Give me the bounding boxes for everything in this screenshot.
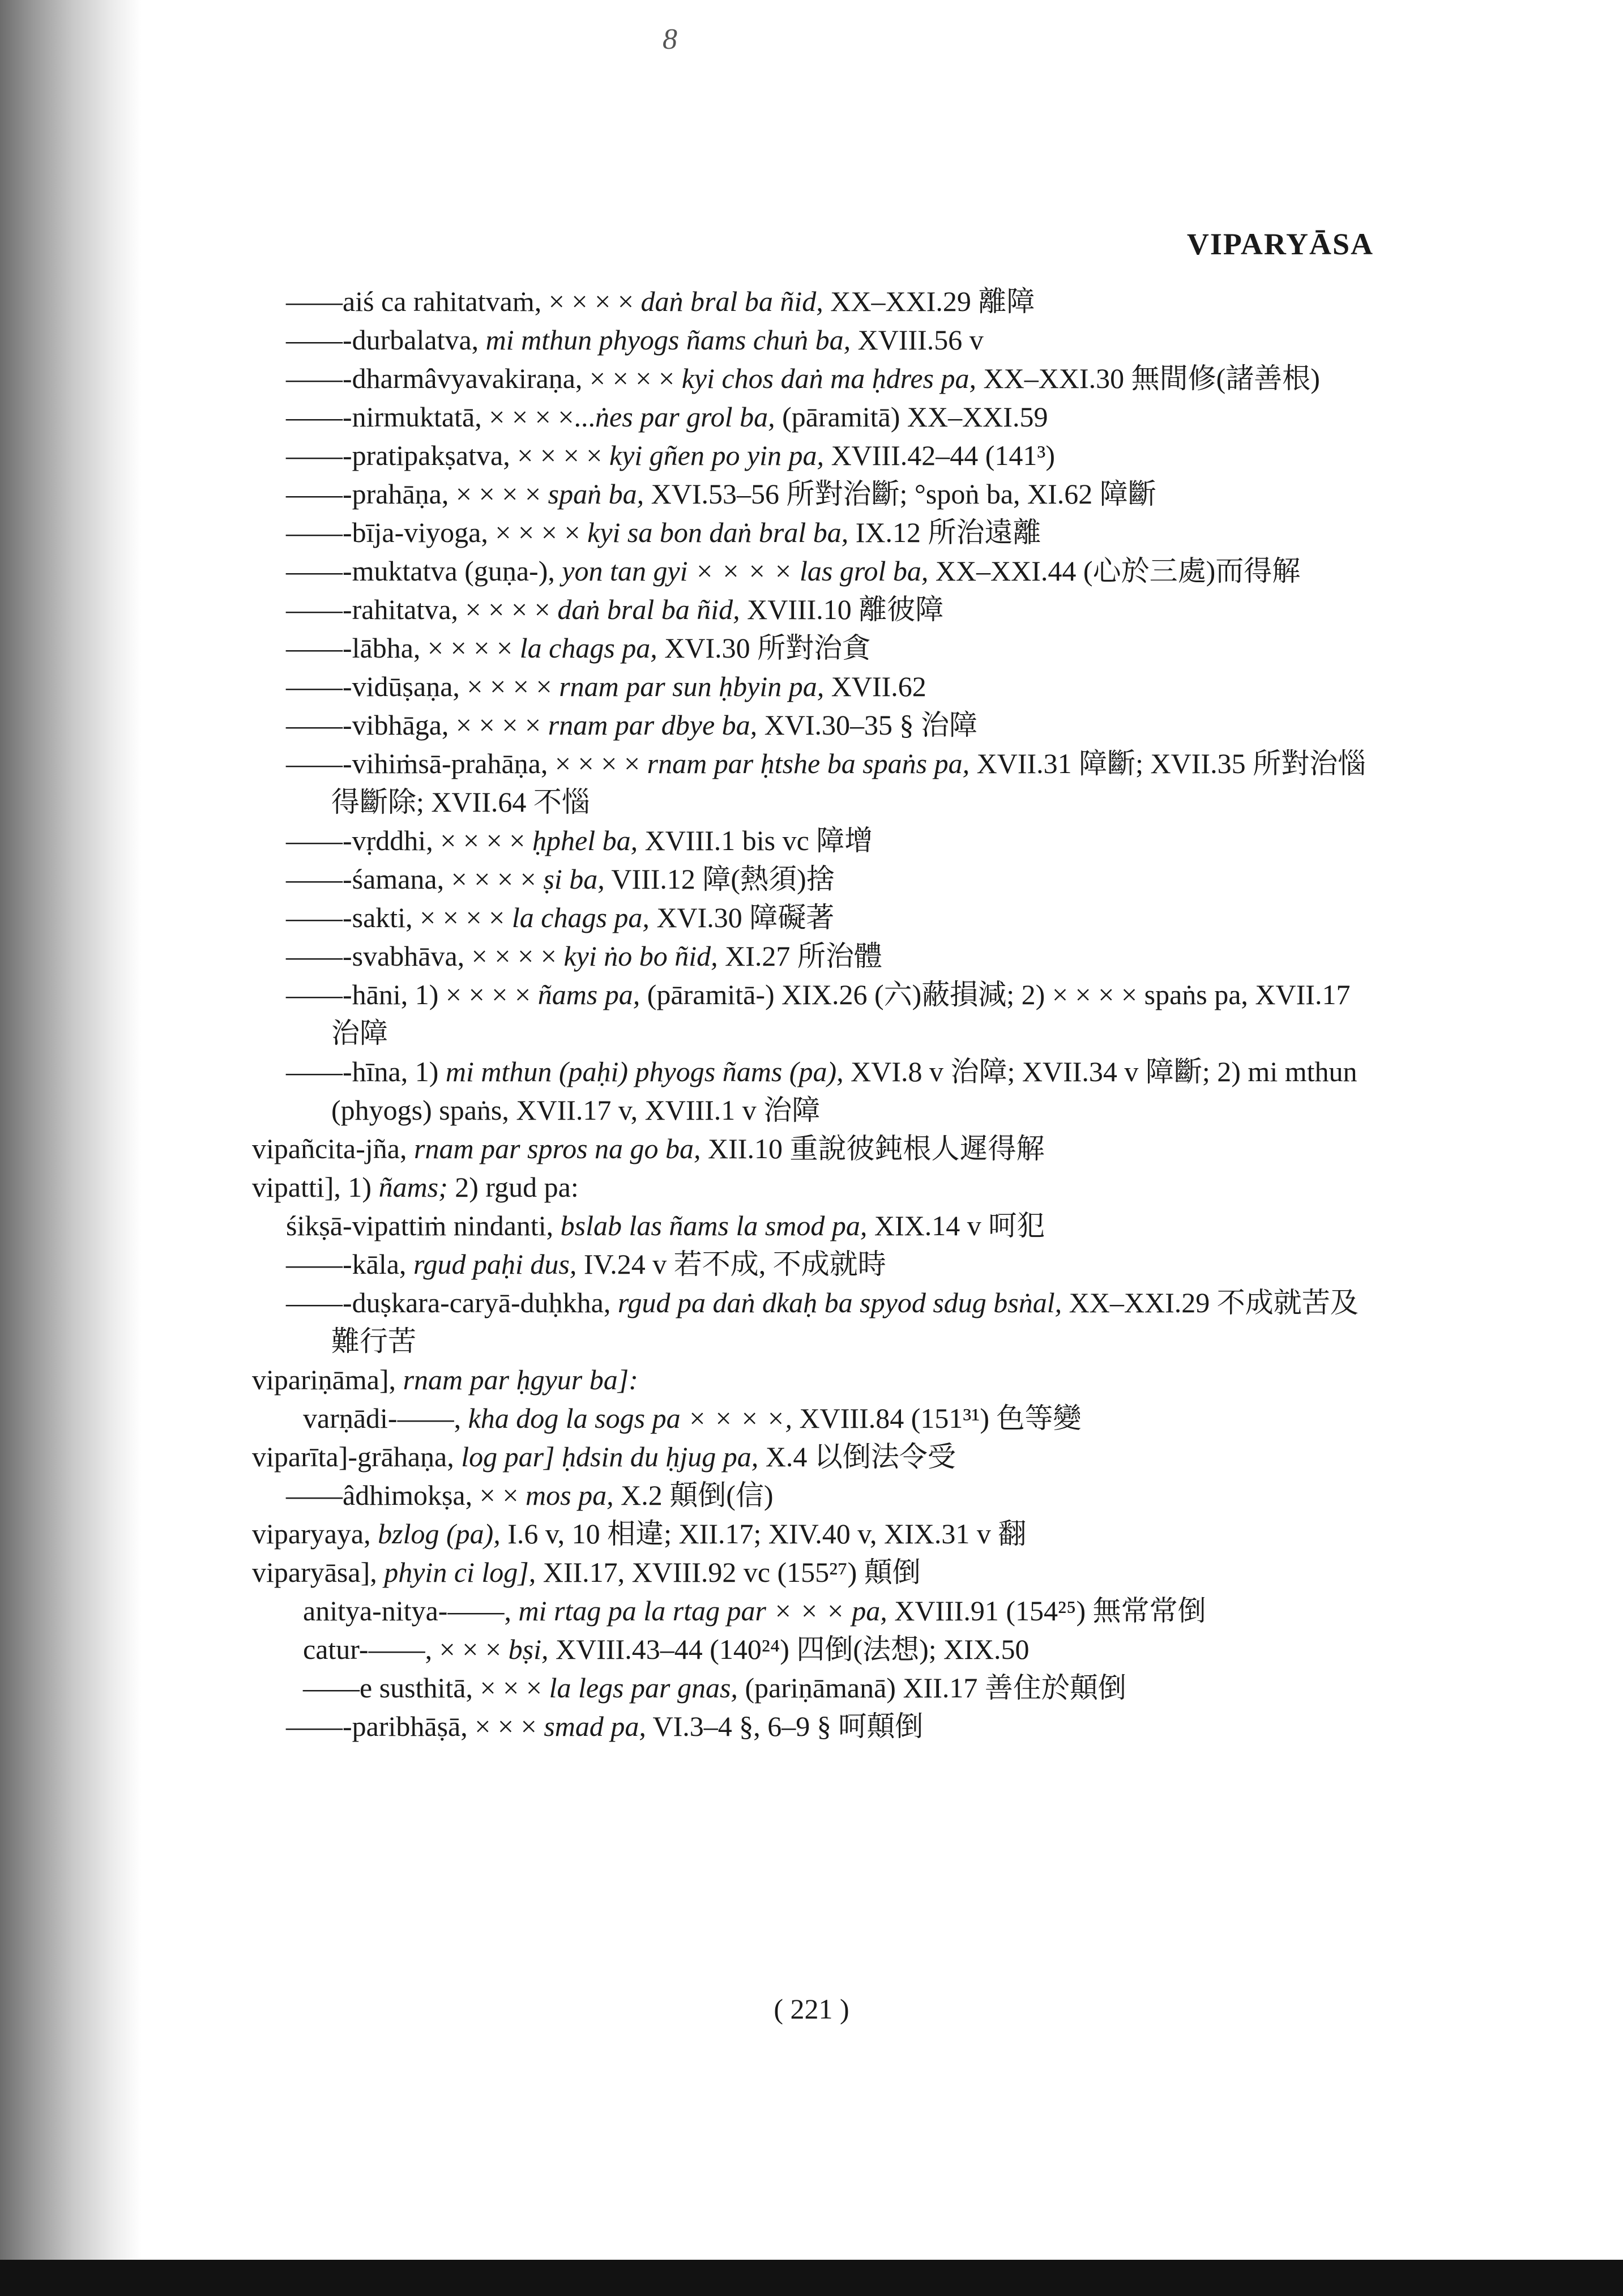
scan-bottom-border <box>0 2260 1623 2296</box>
dictionary-entry <box>252 1437 1379 1476</box>
entry-headword: ——-hīna, 1) <box>286 1056 446 1087</box>
entry-reference: XVI.8 v 治障; XVII.34 v 障斷; 2) mi mthun (phyogs) spaṅs, XVII.17 v, XVIII.1 v 治障 <box>331 1056 1357 1126</box>
entry-tibetan: kyi gñen po yin pa, <box>609 439 825 471</box>
dictionary-entry <box>252 1168 1379 1206</box>
entry-headword: ——-hāni, 1) × × × × <box>286 979 538 1010</box>
dictionary-entry <box>286 1206 1379 1245</box>
dictionary-entry <box>286 359 1379 398</box>
entry-headword: anitya-nitya-——, <box>303 1595 519 1627</box>
entry-headword: ——-vidūṣaṇa, × × × × <box>286 671 559 702</box>
entry-headword: ——-kāla, <box>286 1248 413 1280</box>
entry-headword: viparyāsa], <box>252 1556 385 1588</box>
entry-tibetan: kha dog la sogs pa × × × ×, <box>468 1402 793 1434</box>
dictionary-entry <box>286 629 1379 667</box>
dictionary-entry <box>286 821 1379 860</box>
entry-tibetan: bslab las ñams la smod pa, <box>560 1210 868 1241</box>
dictionary-entry <box>286 898 1379 937</box>
entry-headword: ——-śamana, × × × × <box>286 863 544 895</box>
entry-reference: XII.10 重說彼鈍根人遲得解 <box>701 1133 1045 1164</box>
dictionary-entries <box>252 282 1379 1746</box>
entry-reference: XX–XXI.29 離障 <box>823 285 1035 317</box>
entry-reference: IV.24 v 若不成, 不成就時 <box>576 1248 886 1280</box>
entry-reference: XVI.30 障礙著 <box>649 902 835 933</box>
dictionary-entry <box>286 975 1379 1052</box>
entry-tibetan: daṅ bral ba ñid, <box>557 594 740 625</box>
entry-reference: XVIII.43–44 (140²⁴) 四倒(法想); XIX.50 <box>548 1633 1030 1665</box>
dictionary-entry <box>252 1360 1379 1399</box>
dictionary-entry <box>286 321 1379 359</box>
entry-reference: 2) rgud pa: <box>447 1171 579 1203</box>
dictionary-entry <box>303 1399 1379 1437</box>
dictionary-entry <box>303 1668 1379 1707</box>
entry-headword: varṇādi-——, <box>303 1402 468 1434</box>
entry-tibetan: ṅes par grol ba, <box>595 401 775 433</box>
dictionary-entry <box>286 706 1379 744</box>
entry-reference: XIX.14 v 呵犯 <box>867 1210 1045 1241</box>
entry-headword: vipatti], 1) <box>252 1171 379 1203</box>
entry-reference: XVIII.42–44 (141³) <box>824 439 1056 471</box>
entry-reference: XVI.30–35 § 治障 <box>757 709 978 741</box>
dictionary-entry <box>286 1476 1379 1514</box>
entry-tibetan: mos pa, <box>526 1479 614 1511</box>
dictionary-entry <box>286 1052 1379 1129</box>
entry-reference: VI.3–4 §, 6–9 § 呵顛倒 <box>646 1710 924 1742</box>
entry-headword: ——-pratipakṣatva, × × × × <box>286 439 609 471</box>
dictionary-entry <box>252 1129 1379 1168</box>
entry-tibetan: rgud paḥi dus, <box>413 1248 577 1280</box>
entry-headword: ——-vṛddhi, × × × × <box>286 825 532 856</box>
entry-reference: XVIII.10 離彼障 <box>740 594 944 625</box>
entry-tibetan: kyi sa bon daṅ bral ba, <box>587 517 849 548</box>
entry-headword: vipariṇāma], <box>252 1364 403 1395</box>
entry-tibetan: rnam par sun ḥbyin pa, <box>559 671 825 702</box>
entry-tibetan: bṣi, <box>508 1633 549 1665</box>
entry-headword: ——-paribhāṣā, × × × <box>286 1710 544 1742</box>
entry-headword: ——-muktatva (guṇa-), <box>286 555 562 587</box>
entry-tibetan: kyi chos daṅ ma ḥdres pa, <box>681 362 976 394</box>
entry-headword: śikṣā-vipattiṁ nindanti, <box>286 1210 561 1241</box>
dictionary-entry <box>286 475 1379 513</box>
entry-headword: ——-durbalatva, <box>286 324 486 356</box>
dictionary-entry <box>286 436 1379 475</box>
scan-shadow-edge <box>0 0 142 2296</box>
entry-headword: ——e susthitā, × × × <box>303 1672 549 1704</box>
entry-headword: ——-vibhāga, × × × × <box>286 709 548 741</box>
entry-tibetan: ḥphel ba, <box>532 825 638 856</box>
entry-reference: (pāramitā-) XIX.26 (六)蔽損減; 2) × × × × spaṅs pa, XVII.17 治障 <box>331 979 1351 1049</box>
entry-tibetan: smad pa, <box>544 1710 646 1742</box>
entry-tibetan: mi mthun (paḥi) phyogs ñams (pa), <box>445 1056 844 1087</box>
entry-tibetan: mi mthun phyogs ñams chuṅ ba, <box>485 324 851 356</box>
dictionary-entry <box>303 1591 1379 1630</box>
entry-tibetan: rnam par ḥgyur ba]: <box>403 1364 638 1395</box>
page-number: ( 221 ) <box>774 1993 849 2025</box>
dictionary-entry <box>286 937 1379 975</box>
dictionary-entry <box>252 1514 1379 1553</box>
entry-reference: VIII.12 障(熱須)捨 <box>604 863 835 895</box>
entry-headword: ——-prahāṇa, × × × × <box>286 478 548 510</box>
entry-tibetan: rnam par spros na go ba, <box>414 1133 701 1164</box>
entry-tibetan: log par] ḥdsin du ḥjug pa, <box>461 1441 759 1473</box>
entry-reference: XVII.31 障斷; XVII.35 所對治惱得斷除; XVII.64 不惱 <box>331 748 1366 818</box>
entry-headword: ——-nirmuktatā, × × × ×... <box>286 401 596 433</box>
entry-reference: X.4 以倒法令受 <box>758 1441 956 1473</box>
dictionary-entry <box>286 1707 1379 1746</box>
dictionary-entry <box>286 1245 1379 1283</box>
dictionary-entry <box>252 1553 1379 1591</box>
entry-reference: XVIII.56 v <box>851 324 984 356</box>
entry-headword: ——-bīja-viyoga, × × × × <box>286 517 588 548</box>
entry-reference: XX–XXI.29 不成就苦及難行苦 <box>331 1287 1359 1357</box>
entry-reference: X.2 顛倒(信) <box>613 1479 774 1511</box>
entry-headword: ——-duṣkara-caryā-duḥkha, <box>286 1287 618 1318</box>
entry-reference: (pāramitā) XX–XXI.59 <box>775 401 1048 433</box>
entry-tibetan: rnam par dbye ba, <box>548 709 758 741</box>
entry-reference: (pariṇāmanā) XII.17 善住於顛倒 <box>737 1672 1126 1704</box>
entry-headword: ——aiś ca rahitatvaṁ, × × × × <box>286 285 641 317</box>
entry-reference: IX.12 所治遠離 <box>848 517 1041 548</box>
entry-tibetan: spaṅ ba, <box>548 478 644 510</box>
entry-headword: viparīta]-grāhaṇa, <box>252 1441 462 1473</box>
dictionary-entry <box>286 398 1379 436</box>
entry-headword: ——âdhimokṣa, × × <box>286 1479 526 1511</box>
entry-tibetan: rnam par ḥtshe ba spaṅs pa, <box>647 748 970 779</box>
entry-tibetan: rgud pa daṅ dkaḥ ba spyod sdug bsṅal, <box>617 1287 1062 1318</box>
dictionary-entry <box>286 282 1379 321</box>
entry-reference: XVIII.91 (154²⁵) 無常常倒 <box>887 1595 1206 1627</box>
entry-tibetan: mi rtag pa la rtag par × × × pa, <box>518 1595 887 1627</box>
entry-tibetan: kyi ṅo bo ñid, <box>563 940 718 972</box>
entry-tibetan: yon tan gyi × × × × las grol ba, <box>562 555 929 587</box>
entry-headword: ——-rahitatva, × × × × <box>286 594 558 625</box>
entry-reference: XVI.30 所對治貪 <box>657 632 871 664</box>
entry-reference: XVII.62 <box>824 671 926 702</box>
entry-headword: ——-svabhāva, × × × × <box>286 940 564 972</box>
entry-headword: ——-dharmâvyavakiraṇa, × × × × <box>286 362 682 394</box>
entry-tibetan: phyin ci log], <box>384 1556 536 1588</box>
entry-headword: catur-——, × × × <box>303 1633 509 1665</box>
entry-tibetan: la legs par gnas, <box>549 1672 738 1704</box>
entry-reference: XII.17, XVIII.92 vc (155²⁷) 顛倒 <box>536 1556 921 1588</box>
entry-tibetan: daṅ bral ba ñid, <box>640 285 823 317</box>
entry-headword: ——-vihiṁsā-prahāṇa, × × × × <box>286 748 647 779</box>
entry-reference: I.6 v, 10 相違; XII.17; XIV.40 v, XIX.31 v 翻 <box>500 1518 1027 1550</box>
dictionary-entry <box>286 590 1379 629</box>
entry-reference: XVI.53–56 所對治斷; °spoṅ ba, XI.62 障斷 <box>644 478 1156 510</box>
entry-reference: XX–XXI.44 (心於三處)而得解 <box>928 555 1301 587</box>
entry-headword: vipañcita-jña, <box>252 1133 414 1164</box>
dictionary-entry <box>286 667 1379 706</box>
running-head: VIPARYĀSA <box>1186 227 1374 261</box>
dictionary-entry <box>303 1630 1379 1668</box>
dictionary-entry <box>286 552 1379 590</box>
dictionary-entry <box>286 744 1379 821</box>
entry-tibetan: bzlog (pa), <box>378 1518 501 1550</box>
entry-headword: viparyaya, <box>252 1518 378 1550</box>
entry-reference: XVIII.84 (151³¹) 色等變 <box>792 1402 1082 1434</box>
dictionary-entry <box>286 860 1379 898</box>
entry-headword: ——-lābha, × × × × <box>286 632 520 664</box>
entry-headword: ——-sakti, × × × × <box>286 902 512 933</box>
dictionary-entry <box>286 513 1379 552</box>
handwritten-mark: 8 <box>663 23 677 56</box>
entry-reference: XI.27 所治體 <box>717 940 882 972</box>
entry-tibetan: ñams; <box>378 1171 448 1203</box>
entry-reference: XVIII.1 bis vc 障增 <box>638 825 873 856</box>
entry-tibetan: la chags pa, <box>519 632 657 664</box>
entry-tibetan: ṣi ba, <box>543 863 605 895</box>
entry-tibetan: la chags pa, <box>511 902 650 933</box>
entry-reference: XX–XXI.30 無間修(諸善根) <box>976 362 1320 394</box>
dictionary-entry <box>286 1283 1379 1360</box>
entry-tibetan: ñams pa, <box>537 979 640 1010</box>
